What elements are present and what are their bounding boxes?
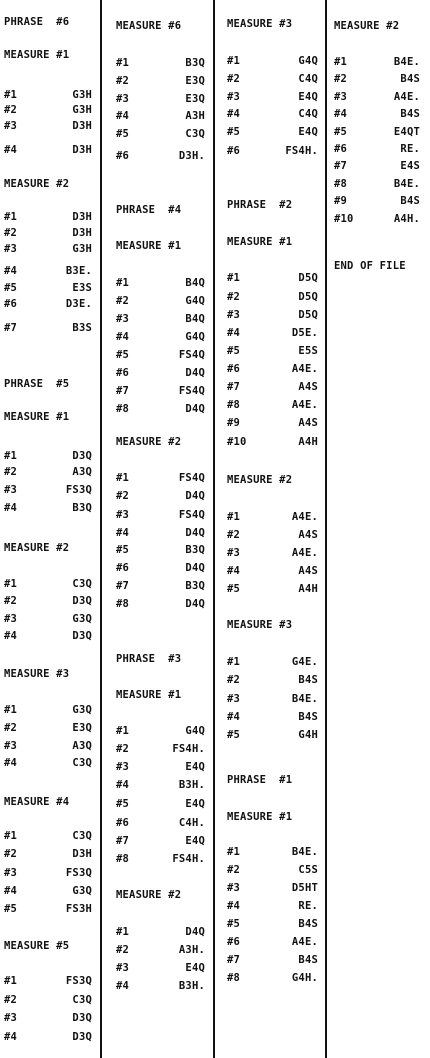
note-value: RE. — [400, 143, 420, 155]
note-value: D3H — [72, 227, 92, 239]
note-number: #5 — [116, 128, 130, 140]
measure-heading: MEASURE #2 — [227, 474, 293, 486]
note-value: G4Q — [185, 295, 205, 307]
note-number: #2 — [116, 490, 130, 502]
note-number: #4 — [227, 565, 241, 577]
measure-heading: MEASURE #6 — [116, 20, 182, 32]
note-number: #2 — [227, 291, 241, 303]
measure-heading: MEASURE #2 — [116, 889, 182, 901]
note-value: D4Q — [185, 367, 205, 379]
note-number: #4 — [227, 108, 241, 120]
note-number: #4 — [4, 265, 18, 277]
note-number: #5 — [227, 126, 241, 138]
note-value: A4S — [298, 565, 318, 577]
note-value: B3S — [72, 322, 92, 334]
note-number: #8 — [116, 598, 130, 610]
note-value: A4E. — [291, 511, 318, 523]
note-value: B4E. — [393, 178, 420, 190]
listing-column-4 — [327, 0, 430, 1058]
note-value: A3Q — [72, 466, 92, 478]
note-number: #6 — [227, 936, 241, 948]
phrase-heading: PHRASE #5 — [4, 378, 70, 390]
note-number: #2 — [4, 227, 18, 239]
note-value: A4E. — [393, 91, 420, 103]
note-value: G4Q — [185, 725, 205, 737]
note-value: B4Q — [185, 277, 205, 289]
measure-heading: MEASURE #1 — [227, 811, 293, 823]
note-value: G4E. — [291, 656, 318, 668]
note-value: D3Q — [72, 450, 92, 462]
note-value: D3H — [72, 144, 92, 156]
note-number: #4 — [227, 900, 241, 912]
note-value: G3H — [72, 243, 92, 255]
note-number: #7 — [116, 835, 130, 847]
note-number: #1 — [227, 846, 241, 858]
note-number: #3 — [227, 91, 241, 103]
note-number: #3 — [4, 1012, 18, 1024]
note-number: #8 — [116, 403, 130, 415]
note-value: E4S — [400, 160, 420, 172]
note-number: #6 — [116, 562, 130, 574]
note-value: G4Q — [298, 55, 318, 67]
note-number: #7 — [116, 385, 130, 397]
note-value: A4E. — [291, 363, 318, 375]
note-value: FS4Q — [178, 509, 205, 521]
note-value: G4H — [298, 729, 318, 741]
note-value: FS4Q — [178, 349, 205, 361]
note-number: #4 — [4, 1031, 18, 1043]
note-number: #1 — [4, 975, 18, 987]
note-number: #1 — [227, 511, 241, 523]
measure-heading: MEASURE #2 — [116, 436, 182, 448]
note-value: D4Q — [185, 490, 205, 502]
note-value: FS3H — [65, 903, 92, 915]
note-value: A4H — [298, 583, 318, 595]
note-value: B4Q — [185, 313, 205, 325]
note-number: #5 — [227, 729, 241, 741]
note-number: #4 — [4, 885, 18, 897]
note-value: B4S — [400, 195, 420, 207]
note-number: #5 — [116, 544, 130, 556]
note-number: #2 — [227, 674, 241, 686]
measure-heading: MEASURE #4 — [4, 796, 70, 808]
measure-heading: MEASURE #2 — [334, 20, 400, 32]
note-value: C4Q — [298, 108, 318, 120]
note-value: C3Q — [72, 994, 92, 1006]
note-number: #6 — [116, 817, 130, 829]
note-number: #5 — [116, 349, 130, 361]
note-value: FS4H. — [172, 743, 205, 755]
note-number: #2 — [4, 848, 18, 860]
note-number: #7 — [4, 322, 18, 334]
note-number: #3 — [227, 693, 241, 705]
note-number: #5 — [227, 918, 241, 930]
note-number: #9 — [227, 417, 241, 429]
note-value: E4Q — [185, 761, 205, 773]
note-value: C3Q — [72, 830, 92, 842]
note-value: C3Q — [185, 128, 205, 140]
note-value: D5E. — [291, 327, 318, 339]
note-number: #4 — [334, 108, 348, 120]
note-value: FS4H. — [172, 853, 205, 865]
note-number: #4 — [227, 327, 241, 339]
note-value: D5Q — [298, 291, 318, 303]
note-number: #6 — [116, 150, 130, 162]
note-number: #3 — [116, 962, 130, 974]
note-value: B4S — [298, 711, 318, 723]
note-value: FS4H. — [285, 145, 318, 157]
note-number: #2 — [116, 944, 130, 956]
note-number: #6 — [227, 363, 241, 375]
note-value: B4E. — [291, 693, 318, 705]
note-number: #1 — [227, 55, 241, 67]
note-number: #1 — [4, 578, 18, 590]
measure-heading: MEASURE #1 — [116, 689, 182, 701]
measure-heading: MEASURE #2 — [4, 542, 70, 554]
note-value: D3H — [72, 120, 92, 132]
measure-heading: MEASURE #1 — [116, 240, 182, 252]
measure-heading: MEASURE #2 — [4, 178, 70, 190]
note-number: #8 — [334, 178, 348, 190]
note-value: A4S — [298, 417, 318, 429]
measure-heading: MEASURE #5 — [4, 940, 70, 952]
note-value: E4QT — [393, 126, 420, 138]
note-value: E5S — [298, 345, 318, 357]
note-value: A4S — [298, 529, 318, 541]
note-value: B3Q — [185, 580, 205, 592]
note-number: #10 — [227, 436, 247, 448]
note-value: B4S — [400, 73, 420, 85]
note-number: #3 — [4, 120, 18, 132]
phrase-heading: PHRASE #3 — [116, 653, 182, 665]
note-value: D4Q — [185, 562, 205, 574]
note-value: G3H — [72, 104, 92, 116]
note-number: #1 — [116, 926, 130, 938]
measure-heading: MEASURE #3 — [4, 668, 70, 680]
note-number: #6 — [334, 143, 348, 155]
note-value: A3Q — [72, 740, 92, 752]
note-value: D4Q — [185, 403, 205, 415]
note-number: #1 — [227, 272, 241, 284]
note-value: E3S — [72, 282, 92, 294]
note-number: #1 — [116, 725, 130, 737]
note-number: #2 — [116, 75, 130, 87]
note-value: G4H. — [291, 972, 318, 984]
note-number: #2 — [116, 743, 130, 755]
note-value: G3H — [72, 89, 92, 101]
note-value: D3H. — [178, 150, 205, 162]
measure-heading: MEASURE #1 — [4, 411, 70, 423]
note-number: #4 — [116, 779, 130, 791]
note-value: D3Q — [72, 1012, 92, 1024]
note-number: #7 — [227, 954, 241, 966]
note-value: B3E. — [65, 265, 92, 277]
note-value: D3Q — [72, 1031, 92, 1043]
note-value: A3H. — [178, 944, 205, 956]
note-value: G3Q — [72, 704, 92, 716]
note-number: #3 — [116, 761, 130, 773]
note-number: #5 — [4, 903, 18, 915]
note-value: FS4Q — [178, 472, 205, 484]
note-number: #3 — [227, 882, 241, 894]
note-value: B4S — [298, 674, 318, 686]
note-value: E3Q — [185, 75, 205, 87]
note-number: #1 — [4, 89, 18, 101]
note-number: #1 — [116, 472, 130, 484]
note-number: #8 — [227, 972, 241, 984]
note-number: #3 — [4, 243, 18, 255]
note-value: FS3Q — [65, 484, 92, 496]
note-value: D4Q — [185, 598, 205, 610]
note-number: #3 — [4, 613, 18, 625]
note-number: #10 — [334, 213, 354, 225]
note-number: #3 — [116, 509, 130, 521]
note-number: #5 — [227, 583, 241, 595]
measure-heading: MEASURE #1 — [227, 236, 293, 248]
note-value: A4S — [298, 381, 318, 393]
note-value: D5Q — [298, 272, 318, 284]
note-number: #7 — [116, 580, 130, 592]
note-value: FS4Q — [178, 385, 205, 397]
note-value: A4H. — [393, 213, 420, 225]
measure-heading: MEASURE #1 — [4, 49, 70, 61]
note-number: #8 — [116, 853, 130, 865]
note-number: #2 — [4, 994, 18, 1006]
note-value: B4S — [298, 954, 318, 966]
phrase-heading: PHRASE #2 — [227, 199, 293, 211]
listing-column-2 — [102, 0, 213, 1058]
phrase-heading: PHRASE #1 — [227, 774, 293, 786]
note-value: C4Q — [298, 73, 318, 85]
note-value: G3Q — [72, 885, 92, 897]
note-value: C3Q — [72, 578, 92, 590]
note-value: E3Q — [185, 93, 205, 105]
note-number: #2 — [227, 864, 241, 876]
note-value: D5HT — [291, 882, 318, 894]
note-number: #4 — [4, 630, 18, 642]
note-value: A4E. — [291, 547, 318, 559]
note-number: #2 — [227, 529, 241, 541]
note-value: E4Q — [298, 91, 318, 103]
note-number: #1 — [227, 656, 241, 668]
note-number: #1 — [4, 830, 18, 842]
note-number: #2 — [334, 73, 348, 85]
listing-column-1 — [0, 0, 100, 1058]
note-value: RE. — [298, 900, 318, 912]
note-value: C4H. — [178, 817, 205, 829]
note-number: #2 — [4, 466, 18, 478]
note-number: #2 — [116, 295, 130, 307]
note-value: D3E. — [65, 298, 92, 310]
note-number: #7 — [227, 381, 241, 393]
note-number: #4 — [4, 144, 18, 156]
listing-column-3 — [215, 0, 325, 1058]
note-number: #4 — [4, 757, 18, 769]
note-number: #5 — [116, 798, 130, 810]
note-number: #3 — [116, 313, 130, 325]
note-value: C3Q — [72, 757, 92, 769]
note-value: E4Q — [298, 126, 318, 138]
note-number: #1 — [116, 277, 130, 289]
note-number: #4 — [116, 527, 130, 539]
note-number: #1 — [116, 57, 130, 69]
note-value: E4Q — [185, 798, 205, 810]
note-number: #2 — [4, 722, 18, 734]
note-value: E4Q — [185, 962, 205, 974]
note-value: B3Q — [185, 57, 205, 69]
note-value: B3H. — [178, 980, 205, 992]
note-number: #2 — [4, 104, 18, 116]
note-number: #4 — [116, 110, 130, 122]
note-number: #5 — [4, 282, 18, 294]
note-number: #6 — [116, 367, 130, 379]
note-number: #5 — [227, 345, 241, 357]
note-number: #5 — [334, 126, 348, 138]
note-value: E3Q — [72, 722, 92, 734]
note-value: D3Q — [72, 630, 92, 642]
note-value: G4Q — [185, 331, 205, 343]
phrase-heading: PHRASE #6 — [4, 16, 70, 28]
note-value: A4H — [298, 436, 318, 448]
note-value: A4E. — [291, 399, 318, 411]
note-number: #3 — [334, 91, 348, 103]
note-number: #1 — [334, 56, 348, 68]
note-value: E4Q — [185, 835, 205, 847]
end-of-file-label: END OF FILE — [334, 260, 406, 272]
note-number: #1 — [4, 704, 18, 716]
note-number: #4 — [4, 502, 18, 514]
note-value: B4E. — [291, 846, 318, 858]
measure-heading: MEASURE #3 — [227, 18, 293, 30]
note-number: #3 — [4, 867, 18, 879]
note-number: #1 — [4, 211, 18, 223]
note-number: #3 — [227, 547, 241, 559]
note-value: A3H — [185, 110, 205, 122]
note-number: #9 — [334, 195, 348, 207]
note-value: B3Q — [185, 544, 205, 556]
note-number: #2 — [227, 73, 241, 85]
note-value: D3Q — [72, 595, 92, 607]
note-value: B4S — [400, 108, 420, 120]
note-value: G3Q — [72, 613, 92, 625]
note-value: D5Q — [298, 309, 318, 321]
note-value: D4Q — [185, 926, 205, 938]
note-number: #6 — [4, 298, 18, 310]
phrase-heading: PHRASE #4 — [116, 204, 182, 216]
note-number: #4 — [116, 331, 130, 343]
note-number: #3 — [4, 484, 18, 496]
note-value: D3H — [72, 211, 92, 223]
note-value: C5S — [298, 864, 318, 876]
note-value: B4S — [298, 918, 318, 930]
note-number: #6 — [227, 145, 241, 157]
note-number: #4 — [116, 980, 130, 992]
note-value: D3H — [72, 848, 92, 860]
note-number: #1 — [4, 450, 18, 462]
note-number: #7 — [334, 160, 348, 172]
note-value: D4Q — [185, 527, 205, 539]
measure-heading: MEASURE #3 — [227, 619, 293, 631]
note-number: #4 — [227, 711, 241, 723]
note-number: #3 — [4, 740, 18, 752]
note-value: FS3Q — [65, 867, 92, 879]
note-number: #2 — [4, 595, 18, 607]
note-number: #3 — [116, 93, 130, 105]
note-value: FS3Q — [65, 975, 92, 987]
note-value: B3Q — [72, 502, 92, 514]
note-value: B3H. — [178, 779, 205, 791]
note-value: B4E. — [393, 56, 420, 68]
note-number: #8 — [227, 399, 241, 411]
note-number: #3 — [227, 309, 241, 321]
note-value: A4E. — [291, 936, 318, 948]
